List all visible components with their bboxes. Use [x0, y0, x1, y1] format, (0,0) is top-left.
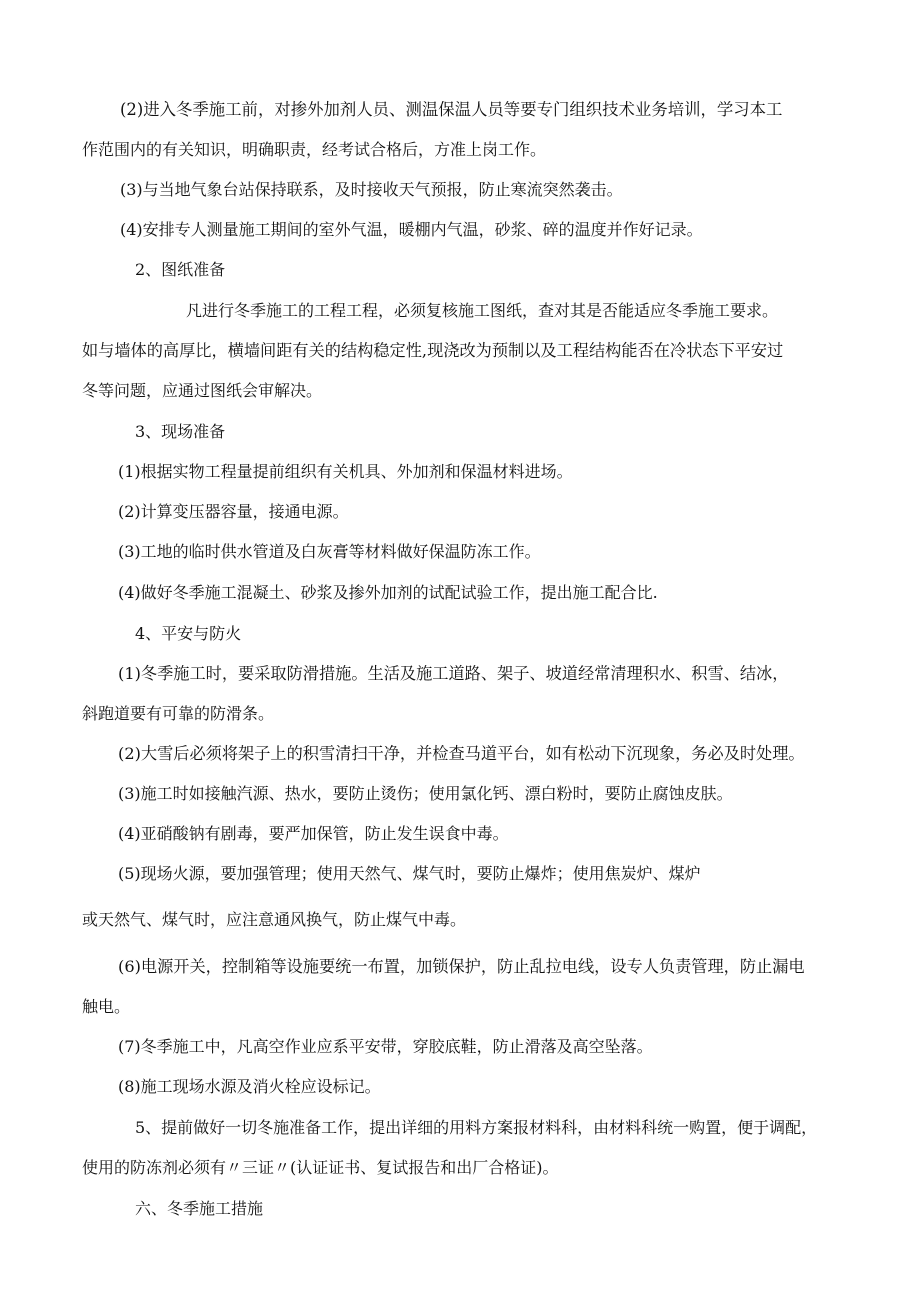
para-temperature: (4)安排专人测量施工期间的室外气温，暖棚内气温，砂浆、碎的温度并作好记录。	[120, 220, 703, 239]
para-safety-2: (2)大雪后必须将架子上的积雪清扫干净，并检查马道平台，如有松动下沉现象，务必及时处理。	[118, 744, 805, 763]
para-safety-5-line1: (5)现场火源，要加强管理；使用天然气、煤气时，要防止爆炸；使用焦炭炉、煤炉	[118, 864, 701, 883]
para-safety-4: (4)亚硝酸钠有剧毒，要严加保管，防止发生误食中毒。	[118, 824, 509, 843]
para-drawings-line3: 冬等问题，应通过图纸会审解决。	[82, 381, 323, 400]
para-drawings-line1: 凡进行冬季施工的工程工程，必须复核施工图纸，查对其是否能适应冬季施工要求。	[186, 301, 779, 320]
para-drawings-line2: 如与墙体的高厚比，横墙间距有关的结构稳定性,现浇改为预制以及工程结构能否在冷状态下平安过	[82, 341, 784, 360]
para-safety-1-line1: (1)冬季施工时，要采取防滑措施。生活及施工道路、架子、坡道经常清理积水、积雪、结冰，	[118, 664, 789, 683]
para-site-2: (2)计算变压器容量，接通电源。	[118, 502, 349, 521]
para-safety-7: (7)冬季施工中，凡高空作业应系平安带，穿胶底鞋，防止滑落及高空坠落。	[118, 1037, 653, 1056]
para-safety-6-line2: 触电。	[82, 997, 131, 1016]
section-heading-drawings: 2、图纸准备	[135, 260, 226, 279]
para-safety-1-line2: 斜跑道要有可靠的防滑条。	[82, 704, 275, 723]
para-site-3: (3)工地的临时供水管道及白灰膏等材料做好保温防冻工作。	[118, 542, 541, 561]
section-heading-winter-measures: 六、冬季施工措施	[135, 1199, 264, 1218]
para-weather: (3)与当地气象台站保持联系，及时接收天气预报，防止寒流突然袭击。	[120, 180, 623, 199]
para-training-line1: (2)进入冬季施工前，对掺外加剂人员、测温保温人员等要专门组织技术业务培训，学习本工	[120, 100, 783, 119]
para-preparation-line1: 5、提前做好一切冬施准备工作，提出详细的用料方案报材料科，由材料科统一购置，便于调配，	[135, 1118, 818, 1137]
para-safety-3: (3)施工时如接触汽源、热水，要防止烫伤；使用氯化钙、漂白粉时，要防止腐蚀皮肤。	[118, 784, 733, 803]
para-preparation-line2: 使用的防冻剂必须有〃三证〃(认证证书、复试报告和出厂合格证)。	[82, 1158, 559, 1177]
para-site-1: (1)根据实物工程量提前组织有关机具、外加剂和保温材料进场。	[118, 462, 573, 481]
section-heading-safety: 4、平安与防火	[135, 624, 242, 643]
para-site-4: (4)做好冬季施工混凝土、砂浆及掺外加剂的试配试验工作，提出施工配合比.	[118, 583, 658, 602]
para-training-line2: 作范围内的有关知识，明确职责，经考试合格后，方准上岗工作。	[82, 140, 547, 159]
para-safety-6-line1: (6)电源开关，控制箱等设施要统一布置，加锁保护，防止乱拉电线，设专人负责管理，防止漏电	[118, 957, 805, 976]
para-safety-8: (8)施工现场水源及消火栓应设标记。	[118, 1077, 381, 1096]
section-heading-site: 3、现场准备	[135, 422, 226, 441]
para-safety-5-line2: 或天然气、煤气时，应注意通风换气，防止煤气中毒。	[82, 910, 467, 929]
